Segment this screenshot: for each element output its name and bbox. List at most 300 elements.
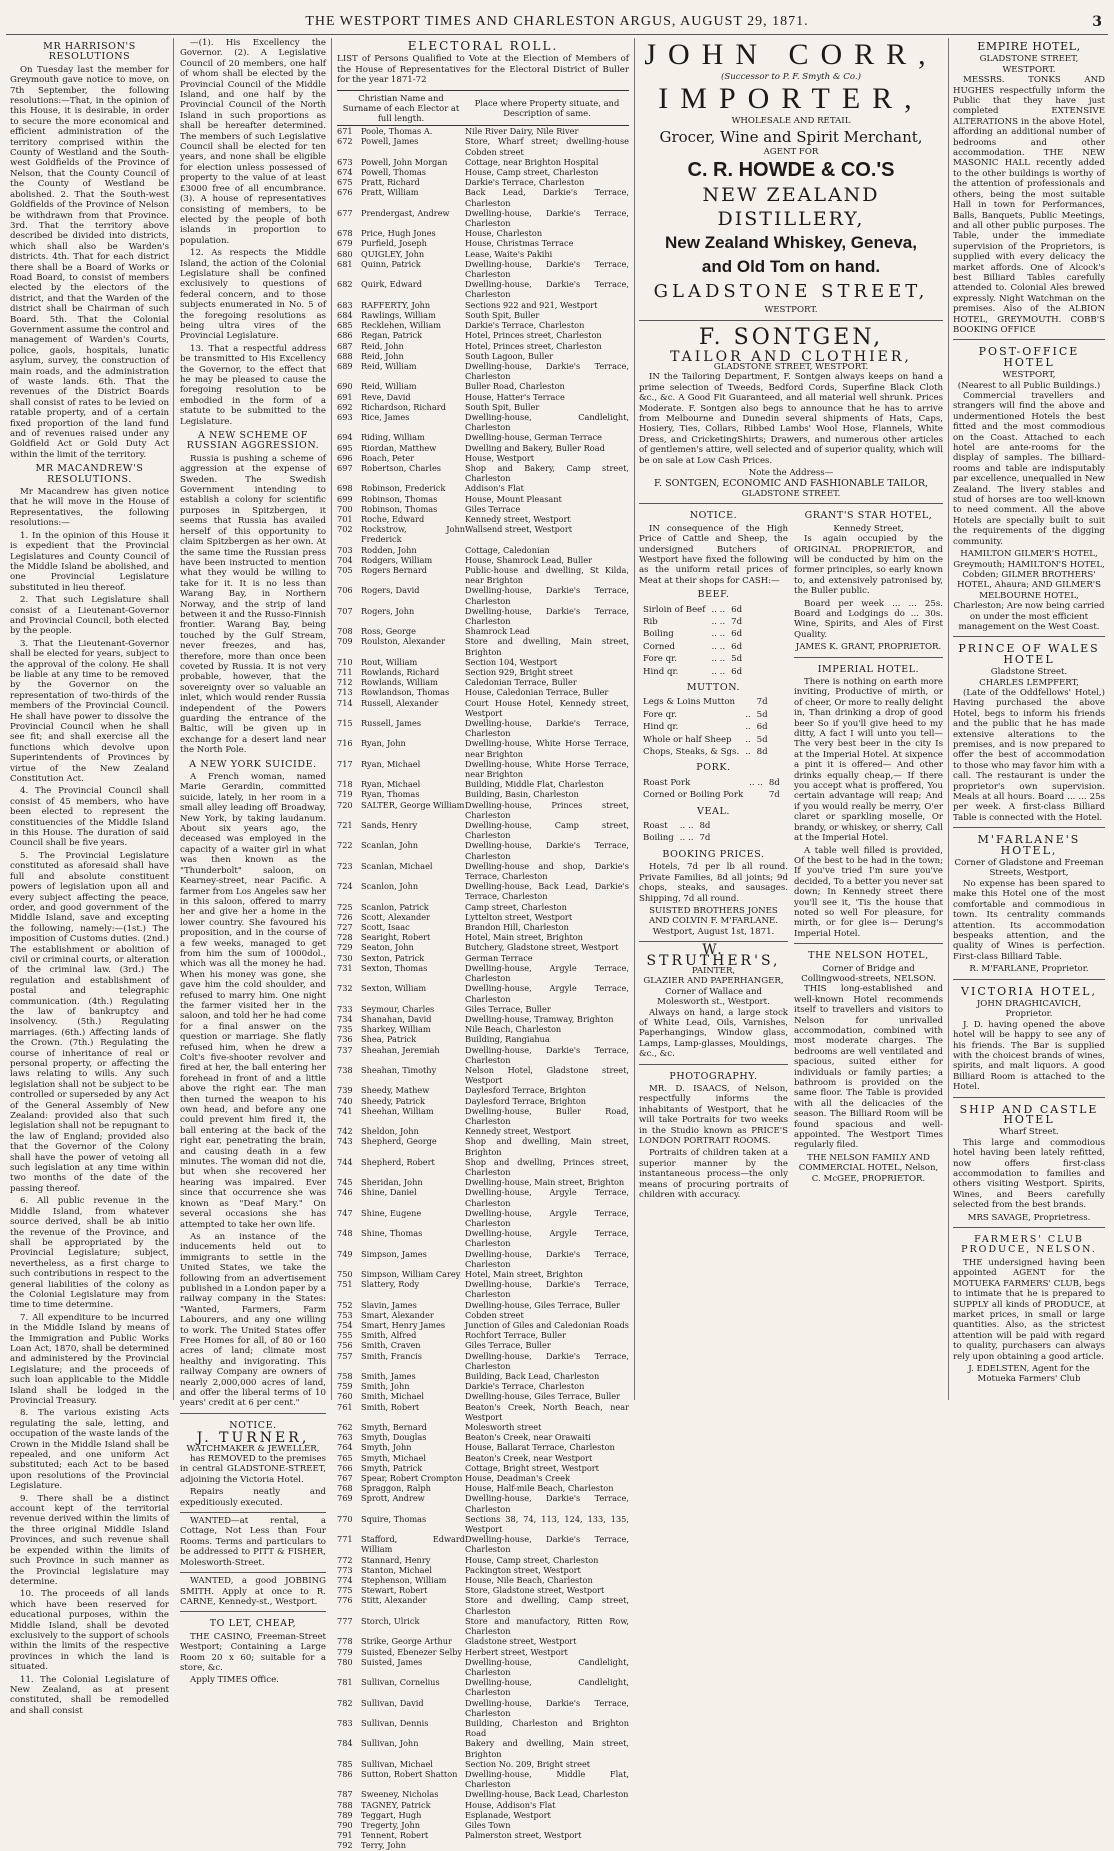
elector-number: 676: [337, 187, 353, 198]
elector-name: Stafford, Edward William: [361, 1534, 465, 1555]
property-description: Back Lead, Darkie's Terrace, Charleston: [465, 187, 629, 208]
elector-name: Poole, Thomas A.: [361, 126, 433, 137]
table-row: [337, 504, 629, 514]
cut-name: Fore qr.: [643, 709, 677, 720]
property-description: Hotel, Main street, Brighton: [465, 932, 583, 943]
property-description: Dwelling-house, Darkie's Terrace, Charleston: [465, 718, 629, 739]
elector-number: 687: [337, 340, 353, 351]
ad-signature: THE NELSON FAMILY AND COMMERCIAL HOTEL, Nelson, C. McGEE, PROPRIETOR.: [798, 1152, 939, 1184]
property-description: Cottage, near Brighton Hospital: [465, 156, 599, 167]
mfarlane-advert: [953, 827, 1105, 974]
elector-number: 728: [337, 932, 353, 943]
elector-number: 714: [337, 697, 353, 708]
property-description: Dwelling-house, Buller Road, Charleston: [465, 1105, 629, 1126]
elector-name: Scanlon, John: [361, 881, 419, 892]
table-row: [337, 1208, 629, 1228]
cut-name: Whole or half Sheep: [643, 734, 732, 745]
elector-number: 718: [337, 779, 353, 790]
sontgen-advert: [639, 320, 943, 500]
elector-name: Rout, William: [361, 656, 418, 667]
elector-number: 693: [337, 411, 353, 422]
ad-text: A table well filled is provided, Of the best to be had in the town; If you've tried I'm sure you've decided, To a better you never sat down; In Kennedy street there you'll see it, 'Tis the house that noted so well For pleasure, for mirth, or for glee is— Derung's Imperial Hotel.: [794, 845, 943, 939]
leader-dots: .. ..: [711, 654, 726, 665]
elector-number: 765: [337, 1452, 353, 1463]
table-row: [337, 412, 629, 432]
ad-heading: FARMERS' CLUB PRODUCE, NELSON.: [961, 1234, 1097, 1256]
table-row: [337, 1228, 629, 1248]
table-row: [337, 1004, 629, 1014]
table-row: [337, 1157, 629, 1177]
elector-number: 789: [337, 1809, 353, 1820]
property-description: Wallsend street, Westport: [465, 524, 573, 535]
veal-prices: [639, 819, 714, 846]
table-row: [337, 1422, 629, 1432]
table-row: [337, 1126, 629, 1136]
article-paragraph: Mr Macandrew has given notice that he will move in the House of Representatives, the following resolutions:—: [10, 487, 169, 529]
table-row: [337, 432, 629, 442]
elector-name: Roulston, Alexander: [361, 636, 446, 647]
table-row: [337, 1830, 629, 1840]
property-description: Junction of Giles and Caledonian Roads: [465, 1320, 629, 1330]
property-description: Store, Gladstone street, Westport: [465, 1585, 605, 1596]
ship-castle-advert: [953, 1097, 1105, 1223]
elector-name: Sullivan, David: [361, 1697, 424, 1708]
table-row: [337, 167, 629, 177]
elector-name: QUIGLEY, John: [361, 248, 425, 259]
elector-number: 766: [337, 1462, 353, 1473]
elector-name: Stephenson, William: [361, 1575, 447, 1586]
table-row: [337, 789, 629, 799]
elector-name: Stannard, Henry: [361, 1554, 431, 1565]
elector-number: 704: [337, 554, 353, 565]
table-row: [337, 1718, 629, 1738]
property-description: House, Westport: [465, 452, 535, 463]
elector-name: Sullivan, Cornelius: [361, 1677, 440, 1688]
ad-title: F. SONTGEN,: [698, 324, 884, 350]
prince-of-wales-advert: [953, 636, 1105, 823]
property-description: Kennedy street, Westport: [465, 1126, 571, 1137]
cut-name: Fore qr.: [643, 654, 677, 665]
elector-name: Smith, John: [361, 1381, 410, 1392]
elector-number: 707: [337, 605, 353, 616]
elector-number: 740: [337, 1095, 353, 1106]
property-description: Store and dwelling, Main street, Brighton: [465, 636, 629, 657]
table-row: [337, 902, 629, 912]
elector-name: Sutton, Robert Shatton: [361, 1768, 458, 1779]
elector-name: Shine, Eugene: [361, 1207, 422, 1218]
elector-number: 723: [337, 860, 353, 871]
elector-number: 702: [337, 524, 353, 535]
elector-name: Robertson, Charles: [361, 462, 441, 473]
property-description: Bakery and dwelling, Main street, Brighton: [465, 1738, 629, 1759]
property-description: Shop and dwelling, Main street, Brighton: [465, 1136, 629, 1157]
table-row: [337, 565, 629, 585]
table-row: [337, 1565, 629, 1575]
property-description: Building, Rangiahua: [465, 1034, 550, 1045]
elector-name: Rowlands, Richard: [361, 667, 440, 677]
elector-number: 698: [337, 483, 353, 494]
elector-number: 678: [337, 228, 353, 239]
property-description: Dwelling-house, Darkie's Terrace, Charleston: [465, 258, 629, 280]
elector-number: 762: [337, 1422, 353, 1433]
elector-number: 680: [337, 248, 353, 259]
elector-number: 715: [337, 718, 353, 729]
elector-name: Reve, David: [361, 391, 411, 402]
table-row: [337, 1045, 629, 1065]
table-row: [337, 1177, 629, 1187]
elector-name: Simpson, James: [361, 1248, 427, 1259]
elector-name: Shanahan, David: [361, 1013, 432, 1024]
table-row: [337, 626, 629, 636]
property-description: Butchery, Gladstone street, Westport: [465, 942, 619, 953]
elector-number: 732: [337, 983, 353, 994]
table-row: [337, 1738, 629, 1758]
elector-number: 717: [337, 758, 353, 769]
elector-name: Quinn, Patrick: [361, 258, 421, 269]
price-row: [641, 821, 712, 831]
ad-heading: POST-OFFICE HOTEL: [978, 345, 1080, 369]
ad-text: THIS long-established and well-known Hotel recommends itself to travellers and visitors to Nelson for unrivalled accommodation, combined with most moderate charges. The bedrooms are well ventilated and spacious, suited either for individuals or family parties; a bathroom is provided on the same floor. The Table is provided with all the delicacies of the season. The Billiard Room will be found spacious and well-appointed. The Westport Times regularly filed.: [794, 984, 943, 1151]
elector-name: Smyth, Michael: [361, 1452, 426, 1463]
table-row: [337, 1595, 629, 1615]
table-row: [337, 657, 629, 667]
elector-number: 716: [337, 738, 353, 749]
cut-name: Boiling: [643, 833, 674, 844]
table-row: [337, 1269, 629, 1279]
elector-name: Powell, John Morgan: [361, 156, 448, 167]
ad-subtitle: JOHN DRAGHICAVICH, Proprietor.: [976, 998, 1082, 1020]
price: 5d: [756, 734, 768, 745]
elector-name: Sullivan, Dennis: [361, 1717, 429, 1728]
elector-number: 738: [337, 1064, 353, 1075]
elector-name: SALTER, George William: [361, 799, 465, 810]
elector-number: 705: [337, 564, 353, 575]
ad-text: Repairs neatly and expeditiously executed.: [180, 1487, 326, 1508]
property-description: Dwelling-house, Back Lead, Charleston: [465, 1789, 629, 1800]
property-description: German Terrace: [465, 952, 533, 963]
cut-name: Chops, Steaks, & Sgs.: [643, 747, 740, 758]
property-description: Gladstone street, Westport: [465, 1636, 577, 1647]
property-description: House, Camp street, Charleston: [465, 167, 599, 178]
table-row: [337, 402, 629, 412]
table-row: [337, 1300, 629, 1310]
grocer-line: Grocer, Wine and Spirit Merchant,: [659, 127, 923, 146]
table-row: [337, 1463, 629, 1473]
pork-prices: [639, 776, 784, 803]
ad-text: WANTED, a good JOBBING SMITH. Apply at once to R. CARNE, Kennedy-st., Westport.: [180, 1576, 326, 1607]
ad-heading: PRINCE OF WALES HOTEL: [958, 642, 1100, 666]
article-heading: MR HARRISON'S RESOLUTIONS: [43, 41, 136, 63]
property-description: Daylesford Terrace, Brighton: [465, 1095, 587, 1106]
elector-name: Powell, James: [361, 136, 419, 147]
elector-number: 776: [337, 1595, 353, 1606]
property-description: Dwelling-house, Darkie's Terrace, Charleston: [465, 1044, 629, 1065]
ad-heading: IMPERIAL HOTEL.: [817, 663, 920, 675]
elector-number: 786: [337, 1768, 353, 1779]
ad-subtitle: Wharf Street.: [999, 1127, 1059, 1138]
elector-number: 701: [337, 513, 353, 524]
elector-number: 774: [337, 1575, 353, 1586]
cut-name: Sirloin of Beef: [643, 604, 706, 615]
property-description: Shamrock Lead: [465, 626, 530, 637]
property-description: Dwelling-house, Candlelight, Charleston: [465, 1677, 629, 1698]
elector-name: Smith, Alfred: [361, 1330, 417, 1341]
column-divider: [173, 38, 174, 1400]
table-row: [337, 759, 629, 779]
ad-heading: PHOTOGRAPHY.: [669, 1070, 758, 1082]
leader-dots: .. ..: [679, 833, 694, 844]
corr-name: JOHN CORR,: [644, 38, 938, 71]
property-description: Kennedy street, Westport: [465, 513, 571, 524]
whiskey-line: New Zealand Whiskey, Geneva,: [665, 233, 917, 253]
elector-name: Sexton, Patrick: [361, 952, 425, 963]
property-description: Dwelling-house, Darkie's Terrace, Charleston: [465, 605, 629, 626]
property-description: Dwelling-house, Princes street, Charleston: [465, 799, 629, 820]
property-description: Section 104, Westport: [465, 656, 558, 667]
table-row: [337, 228, 629, 238]
ad-text: Always on hand, a large stock of White Lead, Oils, Varnishes, Paperhangings, Window glass, Lamps, Lamp-glasses, Mouldings, &c., &c.: [639, 1007, 788, 1060]
elector-name: Ryan, Michael: [361, 779, 421, 790]
elector-number: 695: [337, 442, 353, 453]
elector-number: 785: [337, 1758, 353, 1769]
elector-number: 748: [337, 1228, 353, 1239]
ad-text: IN the Tailoring Department, F. Sontgen always keeps on hand a prime selection of Tweeds, Bedford Cords, Superfine Black Cloth &c., &c. A Good Fit Guaranteed, and all material well shrunk. Prices Moderate. F. Sontgen also begs to announce that he has to arrive from Melbourne and Dunedin several shipments of Hats, Caps, Hosiery, Ties, Collars, Ribbed Lambs' Wool Hose, Flannels, White Dress, and CricketingShirts; Drawers, and numerous other articles of gentlemen's attire, well selected and of superior quality, which will be on sale at Low Cash Prices.: [639, 372, 943, 466]
elector-number: 700: [337, 503, 353, 514]
ad-text: HAMILTON GILMER'S HOTEL, Greymouth; HAMILTON'S HOTEL, Cobden; GILMER BROTHERS' HOTEL, Ahaura; AND GILMER'S MELBOURNE HOTEL, Charleston; Are now being carried on under the most efficient management on the West Coast.: [953, 549, 1105, 632]
property-description: Store and dwelling, Camp street, Charleston: [465, 1595, 629, 1616]
property-description: Lyttelton street, Westport: [465, 911, 573, 922]
ad-heading: TO LET, CHEAP,: [209, 1618, 297, 1630]
ad-heading: SHIP AND CASTLE HOTEL: [959, 1102, 1099, 1126]
price: 6d: [756, 722, 768, 733]
cut-name: Corned: [643, 641, 675, 652]
price-row: [641, 654, 744, 664]
elector-number: 763: [337, 1432, 353, 1443]
table-row: [337, 1616, 629, 1636]
elector-name: Smyth, Patrick: [361, 1462, 423, 1473]
article-paragraph: 6. All public revenue in the Middle Island, from whatever source derived, shall be ab initio the revenue of the Province, and shall be appropriated by the Provincial Legislature; subject, nevertheless, as a first charge to such contributions in respect to the general liabilities of the colony as the Colonial Legislature may from time to time determine.: [10, 1196, 169, 1311]
article-heading: MR MACANDREW'S RESOLUTIONS.: [35, 463, 144, 485]
elector-number: 784: [337, 1738, 353, 1749]
elector-name: RAFFERTY, John: [361, 299, 431, 310]
price-heading: BEEF.: [697, 589, 730, 601]
property-description: Buller Road, Charleston: [465, 381, 565, 392]
elector-number: 773: [337, 1564, 353, 1575]
article-paragraph: 4. The Provincial Council shall consist of 45 members, who have been elected to represent the constituencies of the Middle Island in this House. The duration of said Council shall be five years.: [10, 786, 169, 849]
elector-number: 724: [337, 881, 353, 892]
property-description: House, Deadman's Creek: [465, 1473, 570, 1484]
property-description: Giles Town: [465, 1819, 511, 1830]
elector-name: Seymour, Charles: [361, 1003, 435, 1014]
property-description: Store, Wharf street; dwelling-house Cobden street: [465, 136, 629, 157]
howde-line: C. R. HOWDE & CO.'S: [687, 159, 895, 182]
ad-signature: SUISTED BROTHERS JONES AND COLVIN F. M'FARLANE.: [648, 905, 779, 927]
elector-number: 750: [337, 1268, 353, 1279]
elector-name: Shea, Patrick: [361, 1034, 417, 1045]
property-description: Dwelling-house, Candlelight, Charleston: [465, 411, 629, 433]
elector-number: 780: [337, 1656, 353, 1667]
property-description: Dwelling-house, Candlelight, Charleston: [465, 1656, 629, 1677]
elector-name: Pratt, Richard: [361, 177, 420, 188]
newspaper-title: THE WESTPORT TIMES AND CHARLESTON ARGUS, AUGUST 29, 1871.: [305, 14, 809, 29]
elector-name: Storch, Ulrick: [361, 1615, 420, 1626]
property-description: House, Camp street, Charleston: [465, 1554, 599, 1565]
elector-name: Reid, John: [361, 350, 404, 361]
property-description: House, Caledonian Terrace, Buller: [465, 687, 609, 698]
table-row: [337, 779, 629, 789]
table-row: [337, 1483, 629, 1493]
table-row: [337, 1340, 629, 1350]
price-row: [641, 778, 782, 788]
property-description: South Spit, Buller: [465, 309, 540, 320]
table-row: [337, 381, 629, 391]
ad-subtitle: Kennedy Street,: [833, 523, 904, 534]
cut-name: Roast: [643, 821, 668, 832]
property-description: Brandon Hill, Charleston: [465, 922, 569, 933]
tolet-advert: [180, 1611, 326, 1685]
beef-prices: [639, 603, 746, 679]
table-row: [337, 687, 629, 697]
article-paragraph: A French woman, named Marie Gerardin, committed suicide, lately, in her room in a small alley leading off Broadway, New York, by taking laudanum. About six years ago, the deceased was employed in the capacity of a waiter girl in what was then known as the "Thunderbolt" saloon, on Kearney-street, near Pacific. A farmer from Los Angeles saw her in this saloon, offered to marry her and give her a home in the lower country. She favoured his proposition, and in the course of a few weeks, managed to get from him the sum of 1000dol., which was all the money he had. When his money was gone, she gave him the cold shoulder, and refused to marry him. One night the farmer visited her in the saloon, and told her he had come for a final answer on the question or marriage. She flatly refused him, when he drew a Colt's five-shooter revolver and fired at her, the ball entering her forehead in front of and a little above the right ear. The man then turned the weapon to his own head, and before any one could prevent him fired it, the ball entering at the back of the right ear, penetrating the brain, and causing death in a few minutes. The woman did not die, but when she recovered her hearing was impaired. Ever since that occurrence she was known as "Deaf Mary." On several occasions she has attempted to take her own life.: [180, 772, 326, 1230]
table-row: [337, 1034, 629, 1044]
property-description: Darkie's Terrace, Charleston: [465, 1381, 585, 1392]
ad-subtitle: Gladstone Street.: [990, 667, 1068, 678]
elector-number: 769: [337, 1493, 353, 1504]
elector-name: Smyth, Douglas: [361, 1432, 427, 1443]
column-header: Christian Name and Surname of each Elector at full length.: [337, 90, 465, 126]
elector-number: 708: [337, 626, 353, 637]
elector-number: 771: [337, 1534, 353, 1545]
butchers-notice: [639, 507, 788, 1202]
elector-name: Stanton, Michael: [361, 1564, 432, 1575]
elector-name: Pratt, William: [361, 187, 419, 198]
table-row: [337, 718, 629, 738]
elector-name: Powell, Thomas: [361, 167, 426, 178]
elector-name: Ryan, Thomas: [361, 789, 420, 800]
property-description: Camp street, Charleston: [465, 901, 567, 912]
elector-number: 726: [337, 911, 353, 922]
leader-dots: ..: [745, 734, 751, 745]
table-row: [337, 1320, 629, 1330]
price-row: [641, 722, 770, 732]
table-row: [337, 1585, 629, 1595]
table-row: [337, 1555, 629, 1565]
property-description: Nile Beach, Charleston: [465, 1024, 562, 1035]
price: 6d: [731, 641, 743, 652]
elector-name: Sheldon, John: [361, 1126, 419, 1137]
street-line: GLADSTONE STREET,: [653, 281, 929, 303]
property-description: Beaton's Creek, near Orawaiti: [465, 1432, 591, 1443]
table-row: [337, 177, 629, 187]
elector-number: 755: [337, 1330, 353, 1341]
elector-number: 730: [337, 952, 353, 963]
property-description: House, Mount Pleasant: [465, 493, 562, 504]
property-description: Dwelling-house, Darkie's Terrace, Charleston: [465, 1534, 629, 1555]
property-description: Dwelling-house, Tramway, Brighton: [465, 1013, 614, 1024]
elector-name: Richardson, Richard: [361, 401, 446, 412]
property-description: Addison's Flat: [465, 483, 524, 494]
property-description: Dwelling-house, Main street, Brighton: [465, 1177, 625, 1188]
table-row: [337, 963, 629, 983]
victoria-advert: [953, 979, 1105, 1093]
property-description: South Spit, Buller: [465, 401, 540, 412]
property-description: Cottage, Caledonian: [465, 544, 550, 555]
table-row: [337, 1391, 629, 1401]
table-row: [337, 1096, 629, 1106]
elector-number: 739: [337, 1085, 353, 1096]
elector-number: 713: [337, 687, 353, 698]
price-heading: BOOKING PRICES.: [662, 848, 765, 860]
elector-number: 744: [337, 1156, 353, 1167]
table-row: [337, 912, 629, 922]
price: 6d: [731, 666, 743, 677]
elector-name: Rowlands, William: [361, 677, 438, 688]
ad-text: Is again occupied by the ORIGINAL PROPRIETOR, and will be conducted by him on the former principles, so early known to, and extensively patronised by, the Buller public.: [794, 534, 943, 597]
elector-number: 691: [337, 391, 353, 402]
ad-signature: MRS SAVAGE, Proprietress.: [967, 1212, 1091, 1223]
cut-name: Corned or Boiling Pork: [643, 790, 744, 801]
table-row: [337, 494, 629, 504]
property-description: Dwelling-house, Giles Terrace, Buller: [465, 1391, 621, 1402]
elector-number: 672: [337, 136, 353, 147]
ad-heading: GRANT'S STAR HOTEL,: [804, 510, 933, 522]
elector-name: Ryan, John: [361, 738, 406, 749]
table-row: [337, 361, 629, 381]
table-row: [337, 157, 629, 167]
price: 6d: [731, 629, 743, 640]
table-row: [337, 187, 629, 207]
property-description: Molesworth street: [465, 1422, 542, 1433]
elector-number: 745: [337, 1177, 353, 1188]
ad-address: Corner of Wallace and Molesworth st., Westport.: [657, 986, 770, 1008]
elector-number: 781: [337, 1677, 353, 1688]
elector-number: 734: [337, 1013, 353, 1024]
elector-number: 768: [337, 1483, 353, 1494]
property-description: Esplanade, Westport: [465, 1809, 551, 1820]
elector-name: Shine, Daniel: [361, 1187, 417, 1198]
elector-name: Smyth, Bernard: [361, 1422, 427, 1433]
ad-title: J. TURNER,: [196, 1430, 310, 1447]
table-row: [337, 1106, 629, 1126]
elector-number: 685: [337, 320, 353, 331]
table-row: [337, 1473, 629, 1483]
elector-number: 759: [337, 1381, 353, 1392]
property-description: Dwelling-house, White Horse Terrace, near Brighton: [465, 738, 629, 759]
table-row: [337, 320, 629, 330]
elector-number: 737: [337, 1044, 353, 1055]
cut-name: Legs & Loins Mutton: [643, 697, 736, 708]
leader-dots: ..: [745, 709, 751, 720]
table-row: [337, 861, 629, 881]
property-description: Dwelling-house, Darkie's Terrace, Charleston: [465, 279, 629, 300]
elector-number: 754: [337, 1320, 353, 1330]
price-row: [641, 735, 770, 745]
elector-name: Prendergast, Andrew: [361, 207, 450, 218]
elector-name: Riordan, Matthew: [361, 442, 437, 453]
price-row: [641, 629, 744, 639]
property-description: Packington street, Westport: [465, 1564, 581, 1575]
table-row: [337, 1432, 629, 1442]
table-row: [337, 249, 629, 259]
elector-number: 756: [337, 1340, 353, 1351]
table-row: [337, 136, 629, 156]
ad-title: W. STRUTHER'S,: [646, 942, 781, 969]
elector-name: Rodgers, William: [361, 554, 433, 565]
elector-name: Ryan, Michael: [361, 758, 421, 769]
property-description: Shop and Bakery, Camp street, Charleston: [465, 462, 629, 484]
price-row: [641, 747, 770, 757]
price-row: [641, 697, 770, 707]
